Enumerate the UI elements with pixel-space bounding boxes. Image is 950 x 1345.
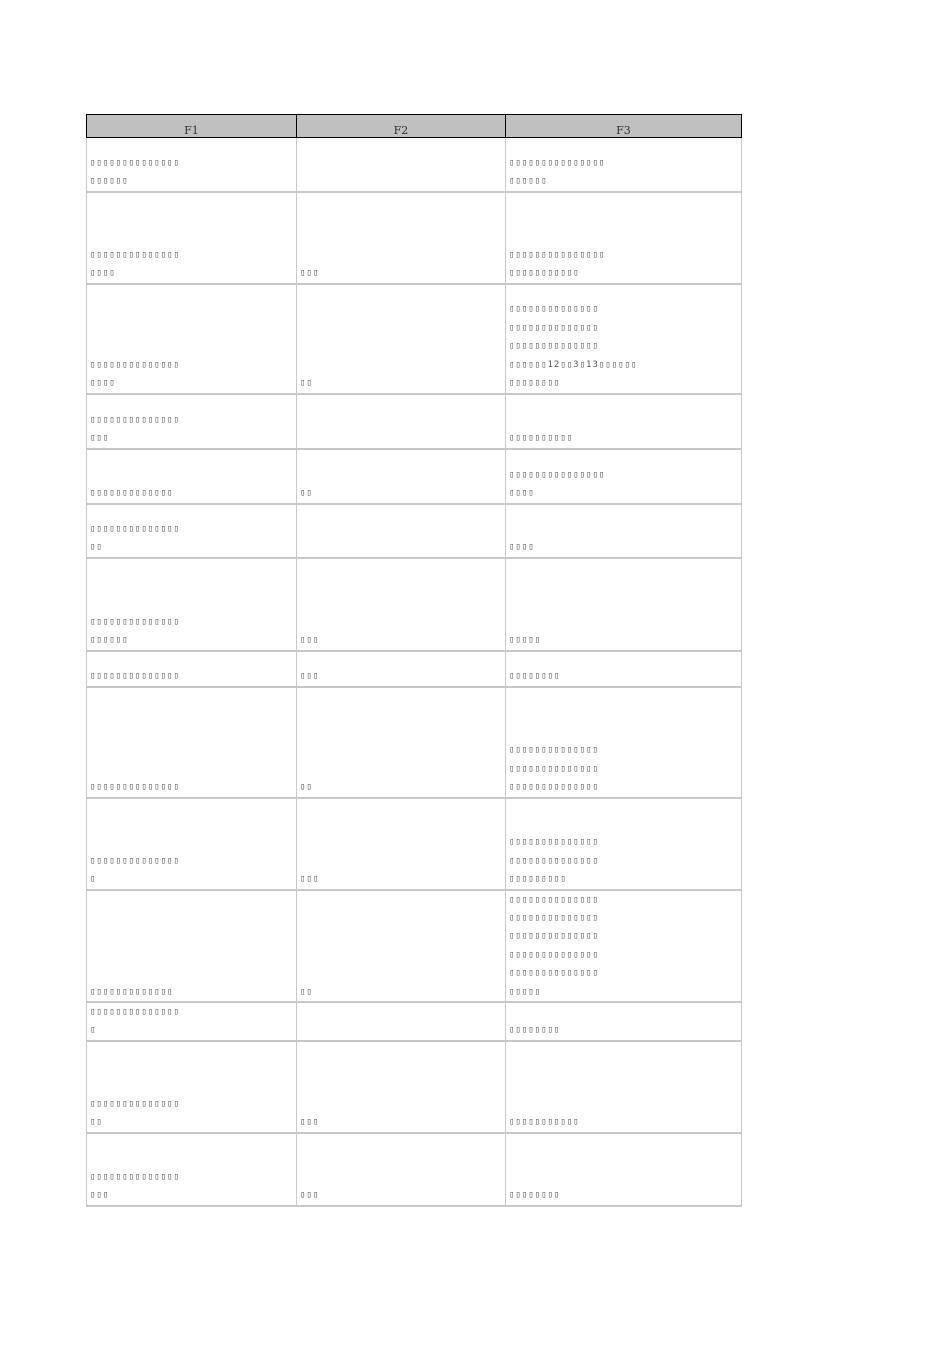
table-cell[interactable]: ▯▯▯ [297, 1041, 506, 1133]
table-cell[interactable] [297, 504, 506, 558]
column-header-f1[interactable]: F1 [87, 115, 297, 138]
table-cell[interactable]: ▯▯▯ [297, 558, 506, 651]
table-cell[interactable]: ▯▯▯▯▯▯▯▯▯▯▯▯▯▯ ▯▯▯▯▯▯ [87, 558, 297, 651]
table-cell[interactable]: ▯▯ [297, 687, 506, 798]
table-cell[interactable]: ▯▯▯▯▯▯▯▯▯▯▯▯▯▯ ▯ [87, 798, 297, 890]
table-cell[interactable]: ▯▯▯▯▯▯▯▯▯▯▯▯▯▯ [87, 687, 297, 798]
table-cell[interactable]: ▯▯▯▯▯▯▯▯▯▯▯▯▯▯▯ ▯▯▯▯ [506, 449, 742, 504]
table-cell[interactable]: ▯▯▯▯▯▯▯▯▯▯▯▯▯▯ ▯▯▯ [87, 1133, 297, 1206]
table-row [87, 798, 742, 890]
table-row [87, 558, 742, 651]
table-cell[interactable]: ▯▯▯▯▯▯▯▯ [506, 651, 742, 687]
table-row [87, 890, 742, 1002]
table-cell[interactable]: ▯▯▯▯▯▯▯▯▯▯▯▯▯▯ ▯▯▯▯▯▯▯▯▯▯▯▯▯▯ ▯▯▯▯▯▯▯▯▯ [506, 798, 742, 890]
table-cell[interactable]: ▯▯▯▯▯▯▯▯▯▯▯▯▯▯ ▯▯▯▯▯▯ [87, 138, 297, 192]
header-row [87, 115, 742, 138]
table-cell[interactable]: ▯▯▯▯ [506, 504, 742, 558]
column-header-f3[interactable]: F3 [506, 115, 742, 138]
table-cell[interactable]: ▯▯▯▯▯▯▯▯▯▯▯▯▯▯ ▯▯▯ [87, 394, 297, 449]
table-cell[interactable] [297, 394, 506, 449]
table-row [87, 504, 742, 558]
table-cell[interactable]: ▯▯▯▯▯▯▯▯▯▯▯▯▯▯ [87, 651, 297, 687]
table-cell[interactable]: ▯▯▯▯▯▯▯▯▯▯ [506, 394, 742, 449]
table-row [87, 138, 742, 192]
table-cell[interactable]: ▯▯▯▯▯▯▯▯▯▯▯▯▯▯ ▯▯▯▯▯▯▯▯▯▯▯▯▯▯ ▯▯▯▯▯▯▯▯▯▯▯▯▯▯ ▯▯▯▯▯▯▯▯▯▯▯▯▯▯ ▯▯▯▯▯▯▯▯▯▯▯▯▯▯ ▯▯▯▯▯ [506, 890, 742, 1002]
table-row [87, 449, 742, 504]
table-row [87, 1041, 742, 1133]
table-cell[interactable]: ▯▯▯▯▯▯▯▯ [506, 1002, 742, 1041]
table-row [87, 394, 742, 449]
table-cell[interactable]: ▯▯ [297, 284, 506, 394]
table-cell[interactable]: ▯▯▯ [297, 192, 506, 284]
table-cell[interactable]: ▯▯▯▯▯▯▯▯▯▯▯▯▯▯ ▯▯▯▯ [87, 284, 297, 394]
table-cell[interactable]: ▯▯▯▯▯▯▯▯▯▯▯▯▯▯▯ ▯▯▯▯▯▯▯▯▯▯▯ [506, 192, 742, 284]
table-row [87, 687, 742, 798]
table-row [87, 284, 742, 394]
table-cell[interactable]: ▯▯▯▯▯▯▯▯▯▯▯▯▯▯ ▯▯▯▯▯▯▯▯▯▯▯▯▯▯ ▯▯▯▯▯▯▯▯▯▯▯▯▯▯ ▯▯▯▯▯▯12▯▯3▯13▯▯▯▯▯▯ ▯▯▯▯▯▯▯▯ [506, 284, 742, 394]
table-cell[interactable]: ▯▯▯▯▯▯▯▯ [506, 1133, 742, 1206]
table-cell[interactable]: ▯▯▯ [297, 651, 506, 687]
table-cell[interactable]: ▯▯▯ [297, 798, 506, 890]
table-cell[interactable]: ▯▯▯▯▯▯▯▯▯▯▯ [506, 1041, 742, 1133]
table-cell[interactable]: ▯▯ [297, 890, 506, 1002]
table-row [87, 651, 742, 687]
table-cell[interactable]: ▯▯▯▯▯▯▯▯▯▯▯▯▯▯ ▯▯ [87, 504, 297, 558]
table-cell[interactable] [297, 1002, 506, 1041]
table-cell[interactable]: ▯▯▯▯▯▯▯▯▯▯▯▯▯▯ ▯▯▯▯ [87, 192, 297, 284]
spreadsheet-table [86, 114, 742, 1207]
table-cell[interactable]: ▯▯▯▯▯▯▯▯▯▯▯▯▯▯▯ ▯▯▯▯▯▯ [506, 138, 742, 192]
table-cell[interactable]: ▯▯▯▯▯▯▯▯▯▯▯▯▯ [87, 890, 297, 1002]
table-cell[interactable]: ▯▯▯▯▯▯▯▯▯▯▯▯▯▯ ▯▯ [87, 1041, 297, 1133]
table-cell[interactable] [297, 138, 506, 192]
table-cell[interactable]: ▯▯▯▯▯▯▯▯▯▯▯▯▯▯ ▯▯▯▯▯▯▯▯▯▯▯▯▯▯ ▯▯▯▯▯▯▯▯▯▯▯▯▯▯ [506, 687, 742, 798]
table-row [87, 1002, 742, 1041]
table-cell[interactable]: ▯▯▯ [297, 1133, 506, 1206]
table-cell[interactable]: ▯▯▯▯▯▯▯▯▯▯▯▯▯▯ ▯ [87, 1002, 297, 1041]
table-row [87, 192, 742, 284]
table-cell[interactable]: ▯▯▯▯▯▯▯▯▯▯▯▯▯ [87, 449, 297, 504]
column-header-f2[interactable]: F2 [297, 115, 506, 138]
table-cell[interactable]: ▯▯ [297, 449, 506, 504]
table-row [87, 1133, 742, 1206]
table-cell[interactable]: ▯▯▯▯▯ [506, 558, 742, 651]
